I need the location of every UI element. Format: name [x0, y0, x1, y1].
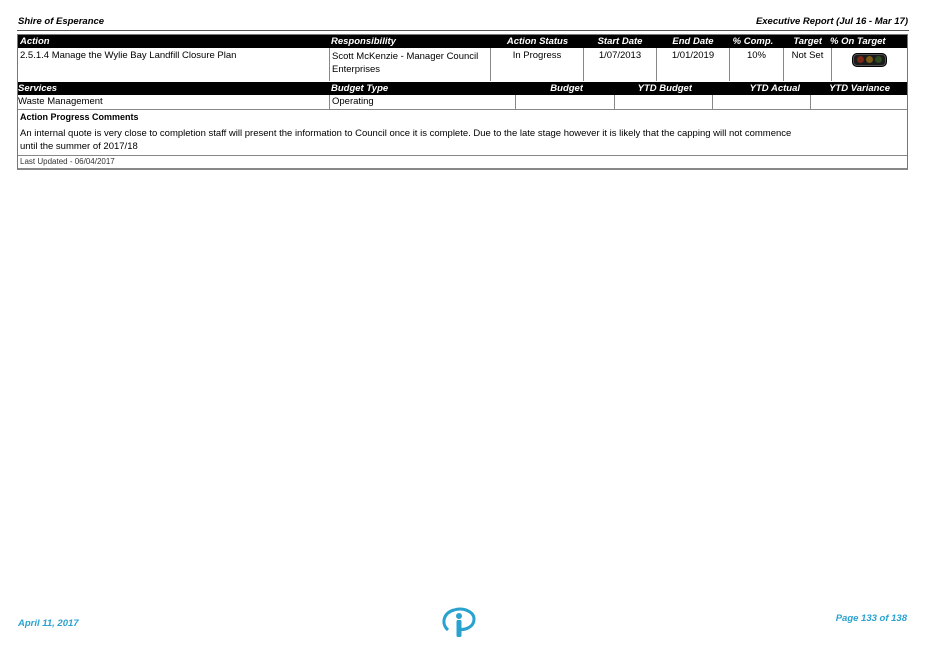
traffic-light-icon [852, 53, 887, 67]
col-ytd-actual: YTD Actual [749, 83, 800, 94]
budget-value [515, 95, 614, 109]
col-responsibility: Responsibility [331, 36, 396, 47]
col-budget-type: Budget Type [331, 83, 389, 94]
col-comp: % Comp. [732, 36, 774, 47]
responsibility-value: Scott McKenzie - Manager Council Enterprises [329, 48, 490, 81]
target-value: Not Set [783, 48, 831, 81]
end-date-value: 1/01/2019 [656, 48, 729, 81]
col-action: Action [20, 36, 50, 47]
ytd-budget-value [614, 95, 712, 109]
col-target: Target [793, 36, 822, 47]
col-budget: Budget [550, 83, 583, 94]
action-status-value: In Progress [490, 48, 583, 81]
comp-value: 10% [729, 48, 783, 81]
col-on-target: % On Target [830, 36, 886, 47]
footer-page-number: Page 133 of 138 [835, 613, 907, 624]
col-ytd-variance: YTD Variance [829, 83, 890, 94]
on-target-cell [831, 48, 907, 81]
action-header-row [18, 35, 907, 48]
action-name: 2.5.1.4 Manage the Wylie Bay Landfill Closure Plan [20, 50, 237, 61]
col-action-status: Action Status [506, 36, 569, 47]
col-services: Services [18, 83, 58, 94]
comments-heading-row [18, 111, 907, 125]
ytd-actual-value [712, 95, 810, 109]
report-table [17, 34, 908, 170]
last-updated: Last Updated - 06/04/2017 [20, 157, 115, 166]
info-i-logo-icon [440, 606, 478, 638]
action-row [18, 48, 907, 81]
col-end-date: End Date [672, 36, 714, 47]
organisation-name: Shire of Esperance [18, 16, 105, 27]
report-title: Executive Report (Jul 16 - Mar 17) [755, 16, 908, 27]
green-light [875, 56, 882, 63]
start-date-value: 1/07/2013 [583, 48, 656, 81]
services-header-row [18, 82, 907, 95]
services-row [18, 95, 907, 110]
amber-light [866, 56, 873, 63]
col-ytd-budget: YTD Budget [637, 83, 692, 94]
comments-text: An internal quote is very close to completion staff will present the information to Council once it is complete. Due to the late stage however it is likely that the capping will not commence until the summer of 2017/18 [20, 128, 792, 152]
budget-type-value: Operating [329, 95, 515, 109]
comments-heading: Action Progress Comments [20, 112, 139, 122]
header-rule [17, 30, 909, 31]
ytd-variance-value [810, 95, 907, 109]
footer-date: April 11, 2017 [18, 618, 79, 629]
last-updated-row [18, 155, 907, 169]
services-value: Waste Management [18, 96, 103, 107]
red-light [857, 56, 864, 63]
col-start-date: Start Date [597, 36, 643, 47]
comments-text-row [18, 127, 907, 155]
